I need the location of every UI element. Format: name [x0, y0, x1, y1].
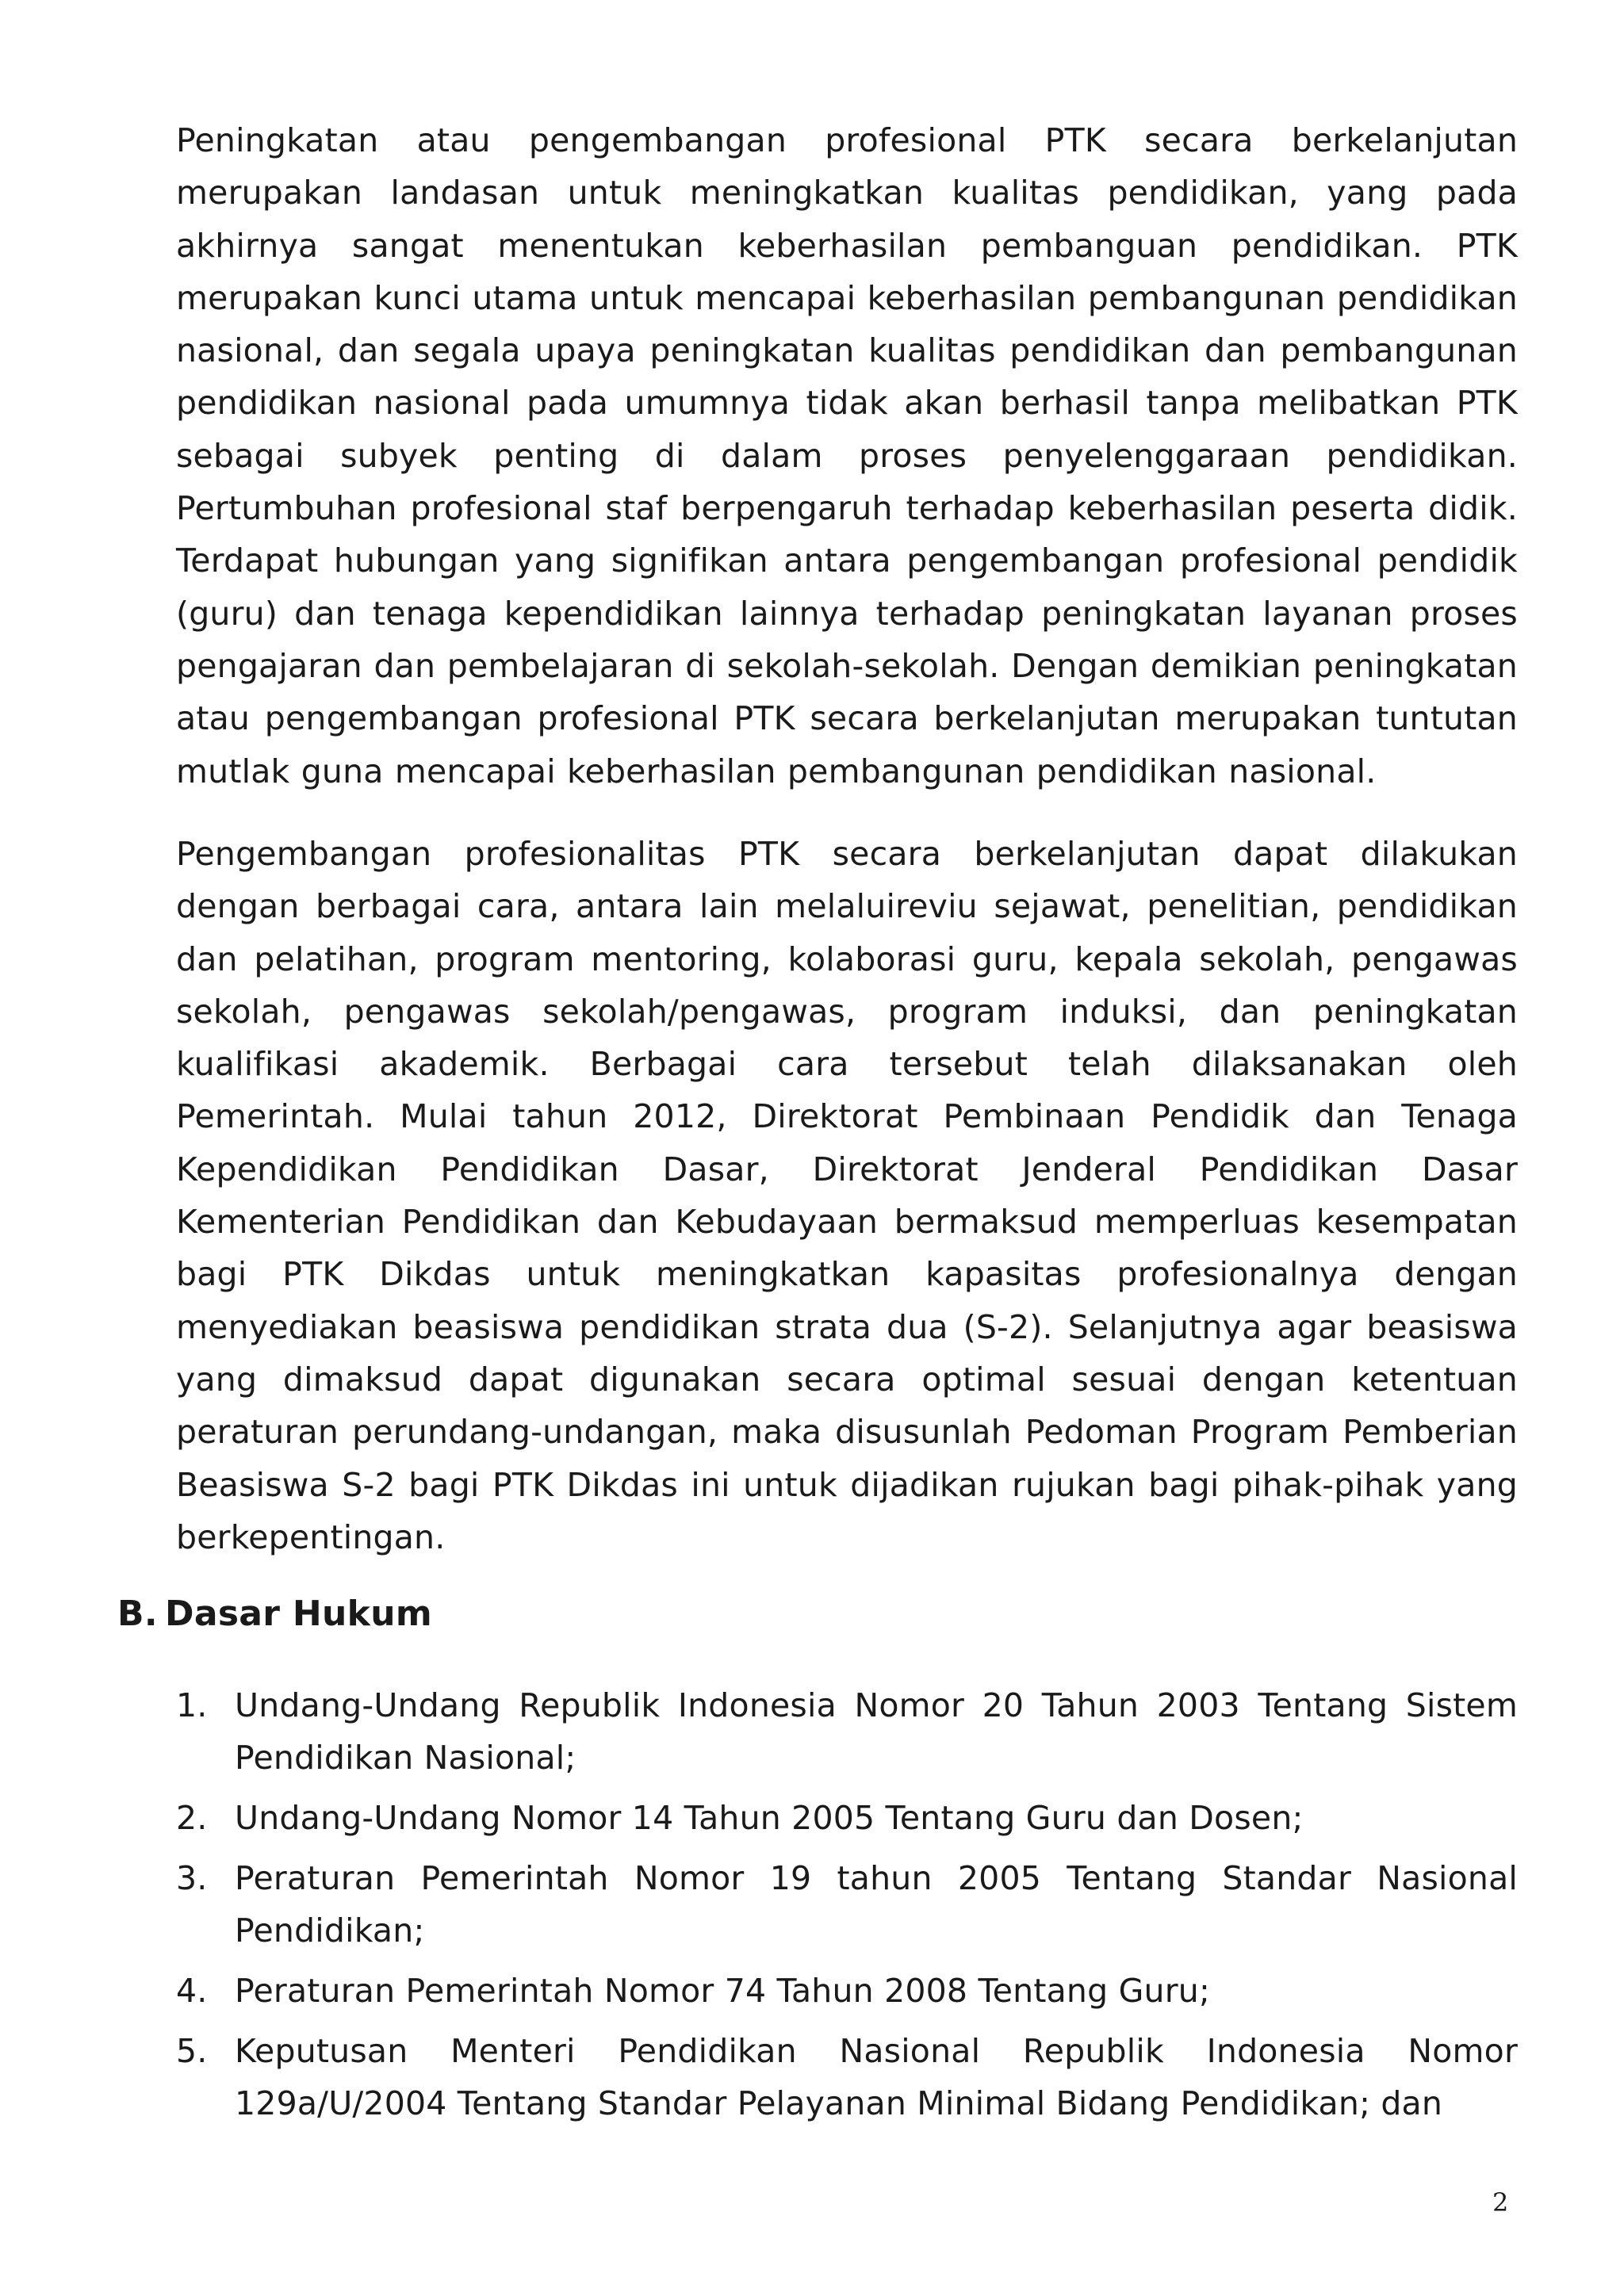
list-item-text: Undang-Undang Nomor 14 Tahun 2005 Tentang Guru dan Dosen; [235, 1799, 1304, 1837]
list-item-number: 2. [176, 1799, 208, 1837]
intro-paragraph-2: Pengembangan profesionalitas PTK secara berkelanjutan dapat dilakukan dengan berbagai cara, antara lain melaluireviu sejawat, penelitian, pendidikan dan pelatihan, program mentoring, kolaborasi guru, kepala sekolah, pengawas sekolah, pengawas sekolah/pengawas, program induksi, dan peningkatan kualifikasi akademik. Berbagai cara tersebut telah dilaksanakan oleh Pemerintah. Mulai tahun 2012, Direktorat Pembinaan Pendidik dan Tenaga Kependidikan Pendidikan Dasar, Direktorat Jenderal Pendidikan Dasar Kementerian Pendidikan dan Kebudayaan bermaksud memperluas kesempatan bagi PTK Dikdas untuk meningkatkan kapasitas profesionalnya dengan menyediakan beasiswa pendidikan strata dua (S-2). Selanjutnya agar beasiswa yang dimaksud dapat digunakan secara optimal sesuai dengan ketentuan peraturan perundang-undangan, maka disusunlah Pedoman Program Pemberian Beasiswa S-2 bagi PTK Dikdas ini untuk dijadikan rujukan bagi pihak-pihak yang berkepentingan. [176, 835, 1518, 1556]
list-item [176, 2025, 1518, 2130]
section-heading [117, 1590, 432, 1638]
list-item [176, 1679, 1518, 1784]
list-item-number: 5. [176, 2032, 208, 2070]
list-item-text: Peraturan Pemerintah Nomor 19 tahun 2005 Tentang Standar Nasional Pendidikan; [235, 1859, 1518, 1950]
list-item-text: Undang-Undang Republik Indonesia Nomor 20 Tahun 2003 Tentang Sistem Pendidikan Nasional; [235, 1686, 1518, 1777]
intro-paragraph-1: Peningkatan atau pengembangan profesional PTK secara berkelanjutan merupakan landasan untuk meningkatkan kualitas pendidikan, yang pada akhirnya sangat menentukan keberhasilan pembanguan pendidikan. PTK merupakan kunci utama untuk mencapai keberhasilan pembangunan pendidikan nasional, dan segala upaya peningkatan kualitas pendidikan dan pembangunan pendidikan nasional pada umumnya tidak akan berhasil tanpa melibatkan PTK sebagai subyek penting di dalam proses penyelenggaraan pendidikan. Pertumbuhan profesional staf berpengaruh terhadap keberhasilan peserta didik. Terdapat hubungan yang signifikan antara pengembangan profesional pendidik (guru) dan tenaga kependidikan lainnya terhadap peningkatan layanan proses pengajaran dan pembelajaran di sekolah-sekolah. Dengan demikian peningkatan atau pengembangan profesional PTK secara berkelanjutan merupakan tuntutan mutlak guna mencapai keberhasilan pembangunan pendidikan nasional. [176, 121, 1518, 790]
list-item [176, 1792, 1518, 1844]
legal-basis-list [176, 1679, 1518, 2137]
section-title: Dasar Hukum [165, 1594, 432, 1634]
list-item-text: Keputusan Menteri Pendidikan Nasional Republik Indonesia Nomor 129a/U/2004 Tentang Standar Pelayanan Minimal Bidang Pendidikan; dan [235, 2032, 1518, 2122]
list-item-number: 1. [176, 1686, 208, 1724]
list-item [176, 1965, 1518, 2017]
list-item-number: 3. [176, 1859, 208, 1897]
list-item-text: Peraturan Pemerintah Nomor 74 Tahun 2008 Tentang Guru; [235, 1972, 1210, 2010]
list-item-number: 4. [176, 1972, 208, 2010]
section-number: B. [117, 1594, 158, 1634]
list-item [176, 1852, 1518, 1957]
page-number: 2 [1492, 2187, 1509, 2218]
